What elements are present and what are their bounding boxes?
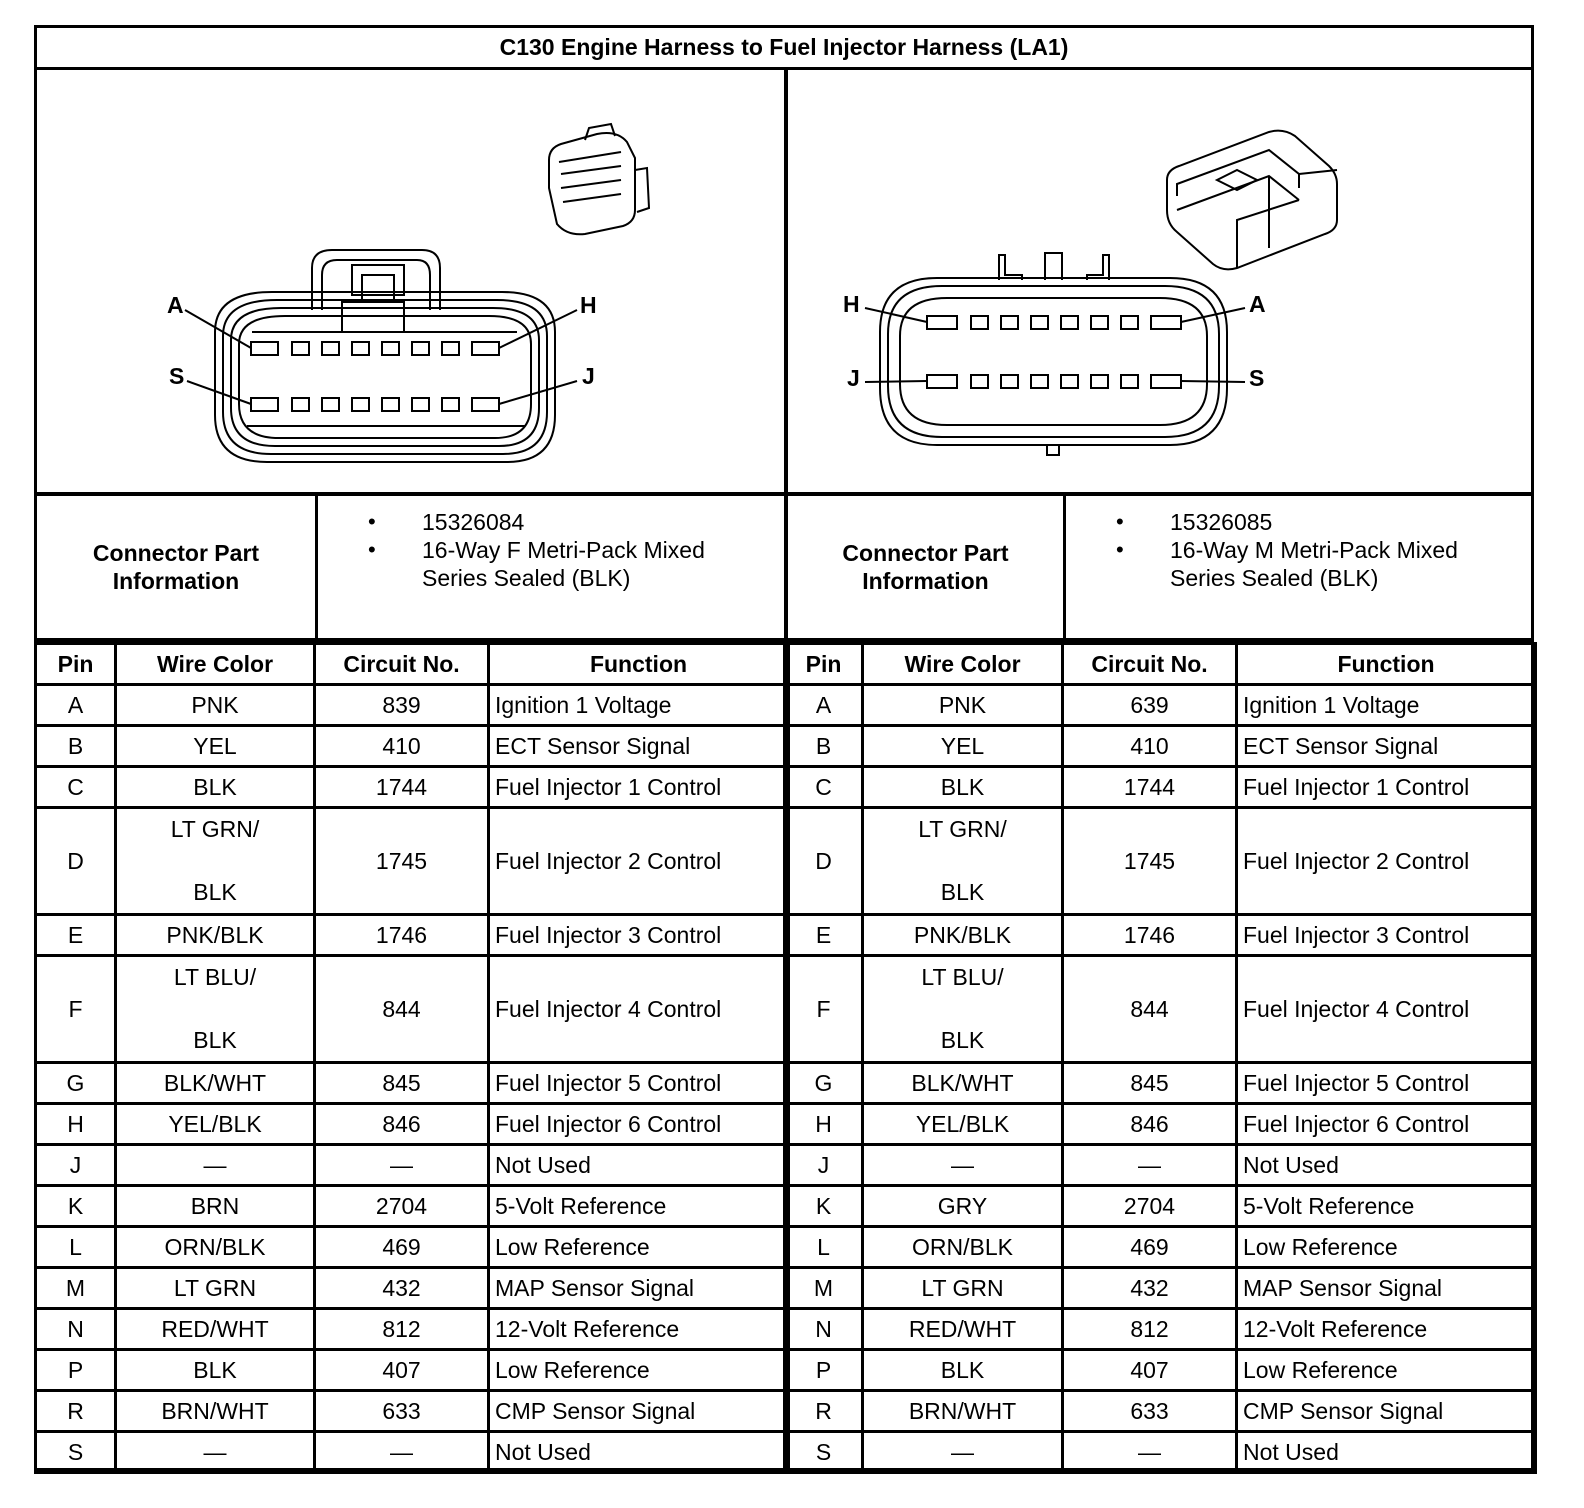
- pin-cell: D: [785, 808, 863, 915]
- part-desc-line1: 16-Way M Metri-Pack Mixed: [1170, 537, 1458, 563]
- circuit-number-cell: 1744: [1063, 767, 1237, 808]
- wire-color-line1: LT GRN/: [918, 816, 1007, 842]
- function-cell: ECT Sensor Signal: [489, 726, 789, 767]
- wire-color-cell: —: [863, 1145, 1063, 1186]
- pin-cell: K: [785, 1186, 863, 1227]
- wire-color-line1: LT BLU/: [173, 964, 257, 990]
- pin-label-j-right: J: [847, 365, 860, 391]
- wire-color-cell: YEL: [116, 726, 315, 767]
- circuit-number-cell: 2704: [1063, 1186, 1237, 1227]
- part-number: • 15326084: [362, 508, 705, 536]
- function-cell: 12-Volt Reference: [1237, 1309, 1536, 1350]
- function-cell: Low Reference: [489, 1350, 789, 1391]
- table-row: [785, 1186, 1536, 1227]
- connector-part-label-left: [37, 496, 315, 638]
- wire-color-two-line: [117, 816, 313, 906]
- function-cell: MAP Sensor Signal: [489, 1268, 789, 1309]
- function-cell: Fuel Injector 3 Control: [489, 915, 789, 956]
- col-header-circuit-no: Circuit No.: [1063, 644, 1237, 685]
- circuit-number-cell: 432: [1063, 1268, 1237, 1309]
- wire-color-two-line: [864, 816, 1061, 906]
- wire-color-cell: BLK: [116, 1350, 315, 1391]
- info-label-line1: Connector Part: [842, 540, 1009, 566]
- pinout-table-left: [34, 642, 790, 1474]
- pin-cell: J: [785, 1145, 863, 1186]
- wire-color-cell: —: [863, 1432, 1063, 1473]
- pin-cell: C: [785, 767, 863, 808]
- info-separator: [1063, 496, 1066, 638]
- function-cell: 5-Volt Reference: [489, 1186, 789, 1227]
- wire-color-cell: BLK/WHT: [863, 1063, 1063, 1104]
- wire-color-cell: BLK: [863, 767, 1063, 808]
- pin-cell: H: [785, 1104, 863, 1145]
- function-cell: Not Used: [1237, 1145, 1536, 1186]
- function-cell: Fuel Injector 2 Control: [1237, 808, 1536, 915]
- pin-cell: M: [785, 1268, 863, 1309]
- pin-cell: K: [36, 1186, 116, 1227]
- function-cell: Fuel Injector 1 Control: [1237, 767, 1536, 808]
- wire-color-cell: ORN/BLK: [116, 1227, 315, 1268]
- circuit-number-cell: 1745: [315, 808, 489, 915]
- part-desc-line2: Series Sealed (BLK): [1170, 565, 1379, 591]
- table-row: [36, 1309, 789, 1350]
- function-cell: Fuel Injector 6 Control: [489, 1104, 789, 1145]
- pin-label-a-left: A: [167, 292, 184, 318]
- table-row: [785, 808, 1536, 915]
- function-cell: Fuel Injector 6 Control: [1237, 1104, 1536, 1145]
- pin-cell: A: [36, 685, 116, 726]
- pin-label-a-right: A: [1249, 291, 1266, 317]
- table-row: [785, 1309, 1536, 1350]
- part-desc-line2: Series Sealed (BLK): [422, 565, 631, 591]
- function-cell: MAP Sensor Signal: [1237, 1268, 1536, 1309]
- wire-color-cell: BRN/WHT: [116, 1391, 315, 1432]
- col-header-function: Function: [1237, 644, 1536, 685]
- table-row: [785, 685, 1536, 726]
- table-row: [36, 1145, 789, 1186]
- part-description: [362, 536, 705, 592]
- table-row: [785, 915, 1536, 956]
- pin-cell: G: [785, 1063, 863, 1104]
- circuit-number-cell: 1746: [315, 915, 489, 956]
- table-row: [36, 1350, 789, 1391]
- connector-part-info-row: [37, 496, 1531, 642]
- table-row: [36, 1268, 789, 1309]
- table-row: [36, 1227, 789, 1268]
- pin-cell: F: [785, 956, 863, 1063]
- function-cell: Not Used: [489, 1432, 789, 1473]
- info-label-line2: Information: [112, 568, 240, 594]
- connector-part-details-left: [362, 508, 705, 592]
- function-cell: Low Reference: [1237, 1227, 1536, 1268]
- wire-color-cell: BRN/WHT: [863, 1391, 1063, 1432]
- wire-color-line1: LT BLU/: [921, 964, 1004, 990]
- table-row: [785, 1063, 1536, 1104]
- circuit-number-cell: 846: [1063, 1104, 1237, 1145]
- pin-cell: L: [36, 1227, 116, 1268]
- circuit-number-cell: 1745: [1063, 808, 1237, 915]
- part-description: [1110, 536, 1458, 592]
- wire-color-cell: RED/WHT: [863, 1309, 1063, 1350]
- wire-color-cell: RED/WHT: [116, 1309, 315, 1350]
- circuit-number-cell: 812: [315, 1309, 489, 1350]
- wire-color-cell: [116, 956, 315, 1063]
- pin-label-h-right: H: [843, 291, 860, 317]
- wire-color-cell: BLK: [116, 767, 315, 808]
- pin-cell: P: [785, 1350, 863, 1391]
- circuit-number-cell: 1744: [315, 767, 489, 808]
- function-cell: CMP Sensor Signal: [1237, 1391, 1536, 1432]
- wire-color-cell: YEL/BLK: [116, 1104, 315, 1145]
- wire-color-cell: YEL: [863, 726, 1063, 767]
- pin-cell: P: [36, 1350, 116, 1391]
- info-label-line1: Connector Part: [92, 540, 260, 566]
- col-header-wire-color: Wire Color: [116, 644, 315, 685]
- circuit-number-cell: 844: [1063, 956, 1237, 1063]
- wire-color-cell: LT GRN: [116, 1268, 315, 1309]
- pin-cell: N: [785, 1309, 863, 1350]
- table-row: [36, 1186, 789, 1227]
- function-cell: Fuel Injector 5 Control: [1237, 1063, 1536, 1104]
- circuit-number-cell: 432: [315, 1268, 489, 1309]
- pin-cell: F: [36, 956, 116, 1063]
- function-cell: Fuel Injector 4 Control: [1237, 956, 1536, 1063]
- circuit-number-cell: 633: [1063, 1391, 1237, 1432]
- function-cell: Fuel Injector 3 Control: [1237, 915, 1536, 956]
- function-cell: ECT Sensor Signal: [1237, 726, 1536, 767]
- wire-color-cell: —: [116, 1145, 315, 1186]
- circuit-number-cell: 410: [315, 726, 489, 767]
- wire-color-two-line: [864, 964, 1061, 1054]
- circuit-number-cell: —: [1063, 1145, 1237, 1186]
- circuit-number-cell: 844: [315, 956, 489, 1063]
- table-row: [36, 767, 789, 808]
- circuit-number-cell: —: [1063, 1432, 1237, 1473]
- pin-cell: L: [785, 1227, 863, 1268]
- function-cell: Not Used: [1237, 1432, 1536, 1473]
- wire-color-cell: YEL/BLK: [863, 1104, 1063, 1145]
- function-cell: Fuel Injector 5 Control: [489, 1063, 789, 1104]
- pin-cell: R: [36, 1391, 116, 1432]
- table-row: [36, 1432, 789, 1473]
- col-header-circuit-no: Circuit No.: [315, 644, 489, 685]
- circuit-number-cell: 407: [1063, 1350, 1237, 1391]
- pin-cell: D: [36, 808, 116, 915]
- circuit-number-cell: —: [315, 1145, 489, 1186]
- pin-cell: C: [36, 767, 116, 808]
- function-cell: 5-Volt Reference: [1237, 1186, 1536, 1227]
- pin-cell: M: [36, 1268, 116, 1309]
- table-row: [36, 1104, 789, 1145]
- table-row: [785, 1432, 1536, 1473]
- wire-color-cell: [863, 956, 1063, 1063]
- col-header-pin: Pin: [785, 644, 863, 685]
- table-row: [785, 1104, 1536, 1145]
- table-row: [36, 685, 789, 726]
- table-row: [36, 956, 789, 1063]
- table-row: [785, 767, 1536, 808]
- pin-label-j-left: J: [582, 363, 595, 389]
- table-row: [785, 1145, 1536, 1186]
- pin-cell: B: [785, 726, 863, 767]
- function-cell: Ignition 1 Voltage: [489, 685, 789, 726]
- pin-cell: H: [36, 1104, 116, 1145]
- wire-color-cell: PNK: [116, 685, 315, 726]
- circuit-number-cell: 812: [1063, 1309, 1237, 1350]
- circuit-number-cell: 845: [1063, 1063, 1237, 1104]
- wire-color-cell: PNK/BLK: [863, 915, 1063, 956]
- wire-color-two-line: [117, 964, 313, 1054]
- wire-color-line2: BLK: [193, 879, 237, 905]
- circuit-number-cell: 469: [315, 1227, 489, 1268]
- page-title: C130 Engine Harness to Fuel Injector Harness (LA1): [37, 28, 1531, 70]
- connector-part-details-right: [1110, 508, 1458, 592]
- info-separator: [315, 496, 318, 638]
- wire-color-cell: —: [116, 1432, 315, 1473]
- table-row: [785, 956, 1536, 1063]
- wire-color-line2: BLK: [940, 879, 985, 905]
- circuit-number-cell: 845: [315, 1063, 489, 1104]
- function-cell: CMP Sensor Signal: [489, 1391, 789, 1432]
- table-row: [36, 1391, 789, 1432]
- circuit-number-cell: 633: [315, 1391, 489, 1432]
- male-connector-face-diagram: [865, 131, 1337, 455]
- function-cell: Fuel Injector 4 Control: [489, 956, 789, 1063]
- wire-color-cell: [863, 808, 1063, 915]
- wire-color-line2: BLK: [193, 1027, 237, 1053]
- function-cell: 12-Volt Reference: [489, 1309, 789, 1350]
- wire-color-cell: LT GRN: [863, 1268, 1063, 1309]
- circuit-number-cell: 639: [1063, 685, 1237, 726]
- circuit-number-cell: 410: [1063, 726, 1237, 767]
- pinout-table-right: [783, 642, 1537, 1474]
- pin-cell: B: [36, 726, 116, 767]
- function-cell: Fuel Injector 2 Control: [489, 808, 789, 915]
- connector-sheet: [34, 25, 1534, 1471]
- pin-label-h-left: H: [580, 292, 597, 318]
- part-number: • 15326085: [1110, 508, 1458, 536]
- pin-cell: A: [785, 685, 863, 726]
- table-row: [785, 1268, 1536, 1309]
- pin-label-s-left: S: [169, 363, 185, 389]
- wire-color-cell: BLK/WHT: [116, 1063, 315, 1104]
- pin-cell: N: [36, 1309, 116, 1350]
- function-cell: Low Reference: [1237, 1350, 1536, 1391]
- pin-cell: G: [36, 1063, 116, 1104]
- circuit-number-cell: 846: [315, 1104, 489, 1145]
- connector-part-label-right: [788, 496, 1063, 638]
- pin-cell: E: [785, 915, 863, 956]
- pin-cell: S: [36, 1432, 116, 1473]
- circuit-number-cell: 469: [1063, 1227, 1237, 1268]
- pin-label-s-right: S: [1249, 365, 1265, 391]
- circuit-number-cell: 839: [315, 685, 489, 726]
- circuit-number-cell: 1746: [1063, 915, 1237, 956]
- wire-color-cell: GRY: [863, 1186, 1063, 1227]
- info-label-line2: Information: [862, 568, 989, 594]
- pin-cell: E: [36, 915, 116, 956]
- function-cell: Not Used: [489, 1145, 789, 1186]
- table-row: [36, 726, 789, 767]
- col-header-function: Function: [489, 644, 789, 685]
- pin-cell: R: [785, 1391, 863, 1432]
- table-row: [785, 1350, 1536, 1391]
- col-header-pin: Pin: [36, 644, 116, 685]
- pin-cell: J: [36, 1145, 116, 1186]
- wire-color-cell: BRN: [116, 1186, 315, 1227]
- table-row: [36, 1063, 789, 1104]
- table-row: [785, 726, 1536, 767]
- function-cell: Ignition 1 Voltage: [1237, 685, 1536, 726]
- part-desc-line1: 16-Way F Metri-Pack Mixed: [422, 537, 705, 563]
- table-row: [785, 1227, 1536, 1268]
- table-row: [785, 1391, 1536, 1432]
- wire-color-cell: PNK/BLK: [116, 915, 315, 956]
- pin-cell: S: [785, 1432, 863, 1473]
- table-row: [36, 915, 789, 956]
- circuit-number-cell: —: [315, 1432, 489, 1473]
- wire-color-cell: BLK: [863, 1350, 1063, 1391]
- function-cell: Low Reference: [489, 1227, 789, 1268]
- wire-color-cell: [116, 808, 315, 915]
- circuit-number-cell: 2704: [315, 1186, 489, 1227]
- function-cell: Fuel Injector 1 Control: [489, 767, 789, 808]
- wire-color-line2: BLK: [940, 1027, 985, 1053]
- wire-color-cell: ORN/BLK: [863, 1227, 1063, 1268]
- table-row: [36, 808, 789, 915]
- wire-color-line1: LT GRN/: [170, 816, 260, 842]
- circuit-number-cell: 407: [315, 1350, 489, 1391]
- col-header-wire-color: Wire Color: [863, 644, 1063, 685]
- wire-color-cell: PNK: [863, 685, 1063, 726]
